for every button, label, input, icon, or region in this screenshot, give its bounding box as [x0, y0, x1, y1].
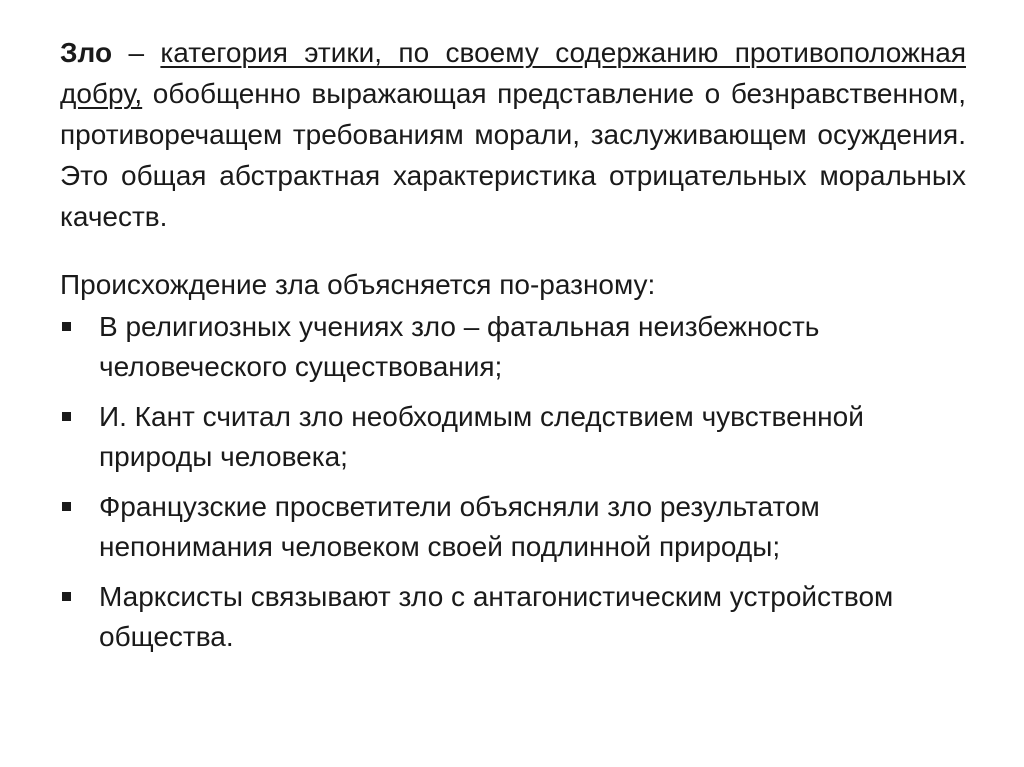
square-bullet-icon — [62, 412, 71, 421]
list-item-text: Французские просветители объясняли зло результатом непонимания человеком своей подлинной природы; — [99, 491, 820, 562]
list-item-text: Марксисты связывают зло с антагонистическим устройством общества. — [99, 581, 894, 652]
square-bullet-icon — [62, 322, 71, 331]
list-item-text: В религиозных учениях зло – фатальная неизбежность человеческого существования; — [99, 311, 820, 382]
list-item-text: И. Кант считал зло необходимым следствием чувственной природы человека; — [99, 401, 864, 472]
definition-term: Зло — [60, 37, 113, 68]
definition-dash: – — [112, 37, 161, 68]
definition-underlined-text: категория этики, по своему содержанию противоположная добру, — [60, 37, 966, 109]
list-item — [60, 307, 966, 387]
origin-list — [60, 307, 966, 657]
list-item — [60, 397, 966, 477]
list-item — [60, 577, 966, 657]
definition-rest-text: обобщенно выражающая представление о безнравственном, противоречащем требованиям морали, заслуживающем осуждения. Это общая абстрактная характеристика отрицательных моральных качеств. — [60, 78, 966, 232]
square-bullet-icon — [62, 592, 71, 601]
list-item — [60, 487, 966, 567]
definition-paragraph — [60, 32, 966, 237]
origin-intro: Происхождение зла объясняется по-разному: — [60, 269, 656, 300]
slide-content — [60, 32, 966, 667]
square-bullet-icon — [62, 502, 71, 511]
